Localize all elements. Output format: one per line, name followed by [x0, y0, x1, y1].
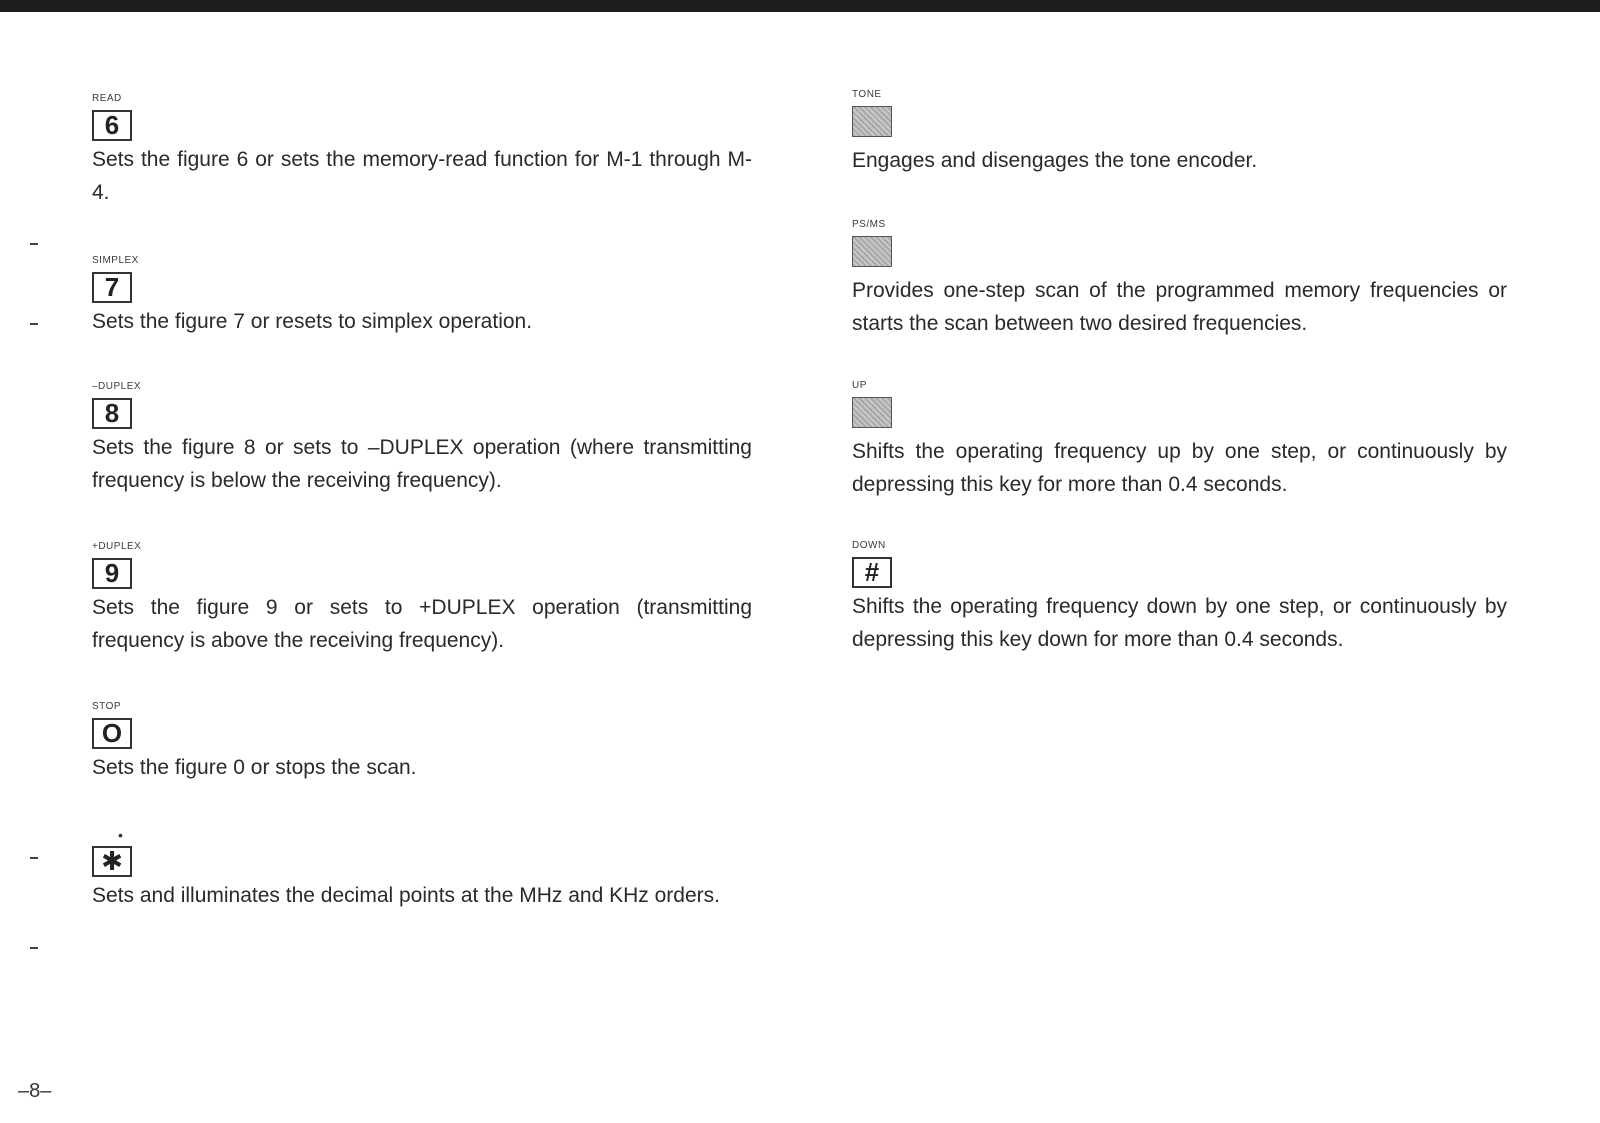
- key-star-icon: ✱: [92, 846, 132, 877]
- key-entry-minus-duplex: [92, 380, 752, 497]
- key-description: Sets the figure 8 or sets to –DUPLEX operation (where transmitting frequency is below the receiving frequency).: [92, 436, 752, 492]
- page-number: –8–: [18, 1080, 52, 1102]
- margin-mark: [30, 857, 38, 859]
- key-description: Sets the figure 6 or sets the memory-read function for M-1 through M-4.: [92, 148, 752, 204]
- key-entry-decimal: [92, 828, 752, 912]
- key-ps-ms-icon: [852, 236, 892, 267]
- key-entry-plus-duplex: [92, 540, 752, 657]
- key-label: TONE: [852, 89, 882, 100]
- key-label: +DUPLEX: [92, 541, 142, 552]
- key-entry-ps-ms: [852, 218, 1507, 340]
- page-top-edge: [0, 0, 1600, 12]
- key-description: Sets the figure 7 or resets to simplex operation.: [92, 310, 533, 333]
- margin-mark: [30, 323, 38, 325]
- key-hash-icon: #: [852, 557, 892, 588]
- key-entry-tone: [852, 88, 1507, 177]
- key-label: READ: [92, 93, 122, 104]
- key-label: SIMPLEX: [92, 255, 139, 266]
- key-description: Engages and disengages the tone encoder.: [852, 149, 1258, 172]
- key-entry-down: [852, 539, 1507, 656]
- key-6-icon: 6: [92, 110, 132, 141]
- key-7-icon: 7: [92, 272, 132, 303]
- key-9-icon: 9: [92, 558, 132, 589]
- margin-mark: [30, 947, 38, 949]
- key-8-icon: 8: [92, 398, 132, 429]
- key-entry-up: [852, 379, 1507, 501]
- margin-mark: [30, 243, 38, 245]
- key-0-icon: O: [92, 718, 132, 749]
- key-label: PS/MS: [852, 219, 886, 230]
- key-entry-stop: [92, 700, 752, 784]
- key-entry-simplex: [92, 254, 752, 338]
- key-label: DOWN: [852, 540, 886, 551]
- key-label: •: [118, 827, 124, 843]
- key-description: Sets and illuminates the decimal points at the MHz and KHz orders.: [92, 884, 720, 907]
- key-label: STOP: [92, 701, 122, 712]
- key-description: Provides one-step scan of the programmed memory frequencies or starts the scan between two desired frequencies.: [852, 279, 1507, 335]
- key-description: Sets the figure 9 or sets to +DUPLEX operation (transmitting frequency is above the receiving frequency).: [92, 596, 752, 652]
- key-entry-read: [92, 92, 752, 209]
- key-tone-icon: [852, 106, 892, 137]
- key-up-icon: [852, 397, 892, 428]
- key-description: Shifts the operating frequency up by one step, or continuously by depressing this key for more than 0.4 seconds.: [852, 440, 1507, 496]
- key-description: Sets the figure 0 or stops the scan.: [92, 756, 417, 779]
- key-label: –DUPLEX: [92, 381, 142, 392]
- key-description: Shifts the operating frequency down by one step, or continuously by depressing this key down for more than 0.4 seconds.: [852, 595, 1507, 651]
- key-label: UP: [852, 380, 867, 391]
